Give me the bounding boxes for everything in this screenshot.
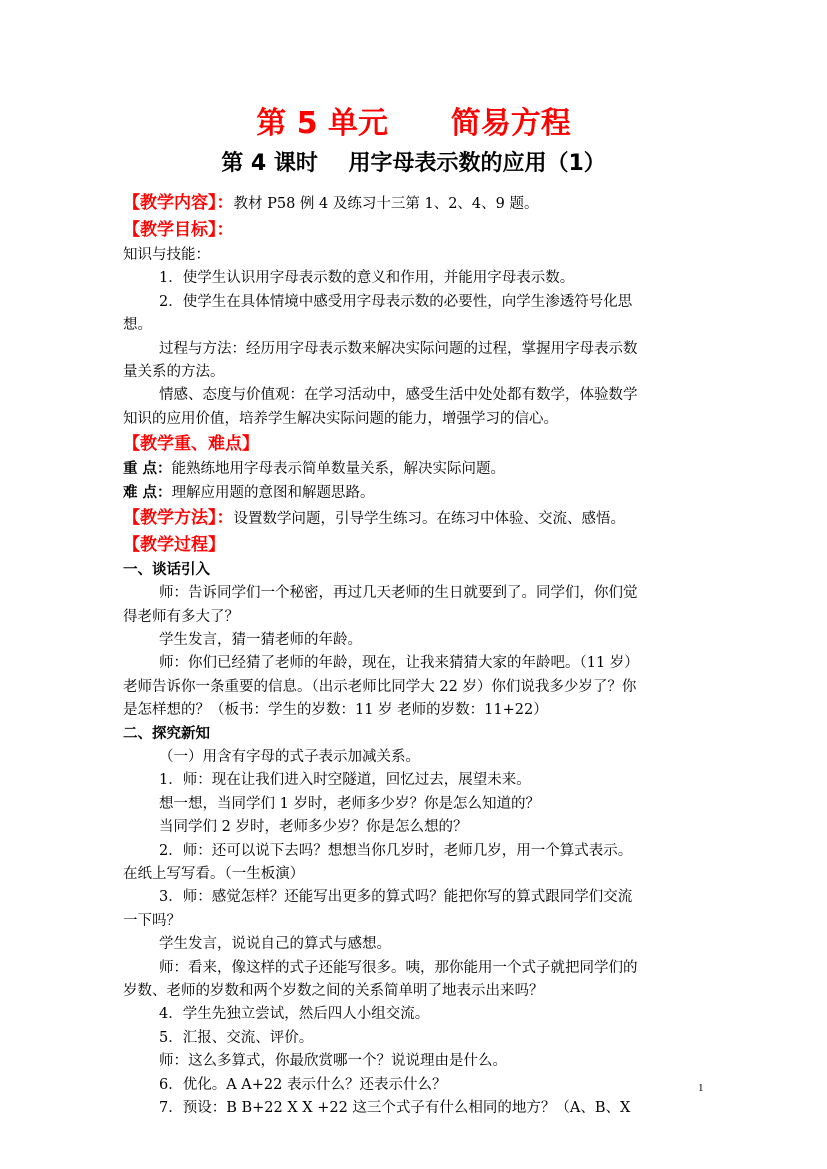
process-line: 4．学生先独立尝试，然后四人小组交流。 <box>159 1006 430 1023</box>
page-number: 1 <box>698 1082 704 1094</box>
process-line: 7．预设：B B+22 X X +22 这三个式子有什么相同的地方？（A、B、X <box>159 1099 631 1116</box>
goal-line: 想。 <box>123 317 152 334</box>
section-title: 二、探究新知 <box>123 725 210 742</box>
goal-line: 1．使学生认识用字母表示数的意义和作用，并能用字母表示数。 <box>159 270 575 287</box>
teaching-content-text: 教材 P58 例 4 及练习十三第 1、2、4、9 题。 <box>233 196 539 212</box>
process-line: 师：你们已经猜了老师的年龄，现在，让我来猜猜大家的年龄吧。（11 岁） <box>159 655 639 672</box>
key-points-heading: 【教学重、难点】 <box>123 434 259 455</box>
section-title: 一、谈话引入 <box>123 561 210 578</box>
goal-line: 过程与方法：经历用字母表示数来解决实际问题的过程，掌握用字母表示数 <box>159 340 638 357</box>
teaching-content-label: 【教学内容】： <box>123 193 234 213</box>
goal-line: 2．使学生在具体情境中感受用字母表示数的必要性，向学生渗透符号化思 <box>159 293 633 310</box>
process-line: 师：看来，像这样的式子还能写很多。咦，那你能用一个式子就把同学们的 <box>159 959 638 976</box>
teaching-goals-heading: 【教学目标】： <box>123 220 234 240</box>
process-line: 1．师：现在让我们进入时空隧道，回忆过去，展望未来。 <box>159 772 531 789</box>
process-line: 是怎样想的？（板书：学生的岁数：11 岁 老师的岁数：11+22） <box>123 702 548 719</box>
unit-title: 第 5 单元 简易方程 <box>256 106 571 141</box>
difficulty-row <box>123 482 707 505</box>
teaching-method-text: 设置数学问题，引导学生练习。在练习中体验、交流、感悟。 <box>233 510 625 527</box>
teaching-content-row <box>123 190 707 217</box>
goal-line: 量关系的方法。 <box>123 363 225 380</box>
process-line: 3．师：感觉怎样？还能写出更多的算式吗？能把你写的算式跟同学们交流 <box>159 889 633 906</box>
difficulty-label: 难 点： <box>123 484 172 501</box>
process-line: 得老师有多大了？ <box>123 608 239 625</box>
teaching-process-heading: 【教学过程】 <box>123 534 225 555</box>
process-line: 学生发言，说说自己的算式与感想。 <box>159 936 391 953</box>
process-line: 在纸上写写看。（一生板演） <box>123 865 305 882</box>
process-line: 6．优化。A A+22 表示什么？还表示什么？ <box>159 1076 447 1093</box>
key-point-label: 重 点： <box>123 461 172 478</box>
process-line: 一下吗？ <box>123 912 181 929</box>
process-line: 岁数、老师的岁数和两个岁数之间的关系简单明了地表示出来吗？ <box>123 982 544 999</box>
process-line: 学生发言，猜一猜老师的年龄。 <box>159 632 362 649</box>
teaching-method-row <box>123 505 707 532</box>
process-line: 当同学们 2 岁时，老师多少岁？你是怎么想的？ <box>159 819 468 836</box>
key-point-text: 能熟练地用字母表示简单数量关系，解决实际问题。 <box>171 461 506 478</box>
goal-line: 情感、态度与价值观：在学习活动中，感受生活中处处都有数学，体验数学 <box>159 387 638 404</box>
difficulty-text: 理解应用题的意图和解题思路。 <box>171 484 375 501</box>
process-line: 老师告诉你一条重要的信息。（出示老师比同学大 22 岁）你们说我多少岁了？你 <box>123 678 637 695</box>
process-line: 想一想，当同学们 1 岁时，老师多少岁？你是怎么知道的？ <box>159 795 540 812</box>
key-point-row <box>123 458 707 481</box>
teaching-method-label: 【教学方法】： <box>123 507 234 528</box>
process-line: 2．师：还可以说下去吗？想想当你几岁时，老师几岁，用一个算式表示。 <box>159 842 633 859</box>
lesson-title: 第 4 课时 用字母表示数的应用（1） <box>221 151 606 176</box>
process-line: （一）用含有字母的式子表示加减关系。 <box>159 749 420 766</box>
goal-line: 知识与技能： <box>123 247 210 263</box>
process-line: 5．汇报、交流、评价。 <box>159 1029 314 1046</box>
document-body <box>123 190 707 1120</box>
process-line: 师：这么多算式，你最欣赏哪一个？说说理由是什么。 <box>159 1053 507 1070</box>
process-line: 师：告诉同学们一个秘密，再过几天老师的生日就要到了。同学们，你们觉 <box>159 585 638 602</box>
goal-line: 知识的应用价值，培养学生解决实际问题的能力，增强学习的信心。 <box>123 410 558 427</box>
